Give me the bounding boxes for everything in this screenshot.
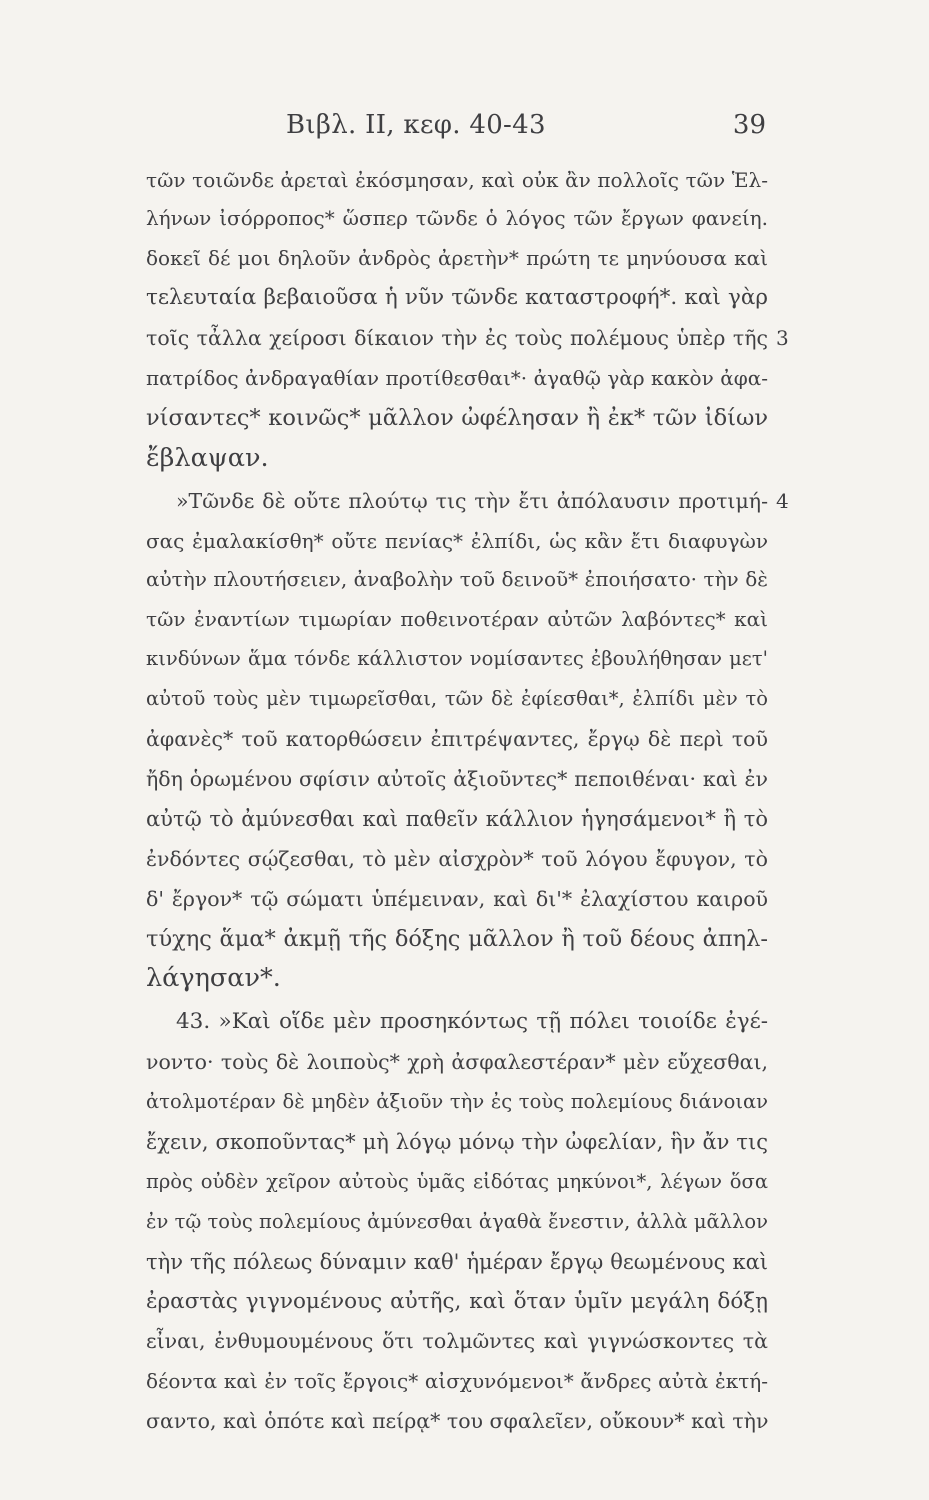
text-line-11: αὐτὴν πλουτήσειεν, ἀναβολὴν τοῦ δεινοῦ* ἐποιήσατο· τὴν δὲ [146, 567, 768, 591]
text-line-22: 43. »Καὶ οἵδε μὲν προσηκόντως τῇ πόλει τοιοίδε ἐγέ- [176, 1009, 768, 1034]
text-line-28: τὴν τῆς πόλεως δύναμιν καθ' ἡμέραν ἔργῳ θεωμένους καὶ [146, 1250, 768, 1274]
text-line-6: πατρίδος ἀνδραγαθίαν προτίθεσθαι*· ἀγαθῷ γὰρ κακὸν ἀφα- [146, 366, 768, 390]
text-line-8: ἔβλαψαν. [146, 443, 269, 473]
text-line-3: δοκεῖ δέ μοι δηλοῦν ἀνδρὸς ἀρετὴν* πρώτη τε μηνύουσα καὶ [146, 246, 768, 270]
text-line-7: νίσαντες* κοινῶς* μᾶλλον ὠφέλησαν ἢ ἐκ* τῶν ἰδίων [146, 405, 768, 431]
text-line-15: ἀφανὲς* τοῦ κατορθώσειν ἐπιτρέψαντες, ἔργῳ δὲ περὶ τοῦ [146, 727, 768, 751]
text-line-20: τύχης ἅμα* ἀκμῇ τῆς δόξης μᾶλλον ἢ τοῦ δέους ἀπηλ- [146, 926, 768, 952]
text-line-14: αὐτοῦ τοὺς μὲν τιμωρεῖσθαι, τῶν δὲ ἐφίεσθαι*, ἐλπίδι μὲν τὸ [146, 687, 768, 710]
text-line-12: τῶν ἐναντίων τιμωρίαν ποθεινοτέραν αὐτῶν λαβόντες* καὶ [146, 607, 768, 631]
text-line-1: τῶν τοιῶνδε ἀρεταὶ ἐκόσμησαν, καὶ οὐκ ἂν πολλοῖς τῶν Ἑλ- [146, 168, 768, 192]
text-line-21: λάγησαν*. [146, 963, 281, 993]
text-line-30: εἶναι, ἐνθυμουμένους ὅτι τολμῶντες καὶ γιγνώσκοντες τὰ [146, 1329, 768, 1353]
text-line-4: τελευταία βεβαιοῦσα ἡ νῦν τῶνδε καταστροφή*. καὶ γὰρ [146, 285, 768, 310]
text-line-9: »Τῶνδε δὲ οὔτε πλούτῳ τις τὴν ἔτι ἀπόλαυσιν προτιμή- [176, 489, 768, 513]
text-line-19: δ' ἔργον* τῷ σώματι ὑπέμειναν, καὶ δι'* ἐλαχίστου καιροῦ [146, 887, 768, 911]
text-line-10: σας ἐμαλακίσθη* οὔτε πενίας* ἐλπίδι, ὡς κἂν ἔτι διαφυγὼν [146, 529, 768, 553]
text-line-13: κινδύνων ἅμα τόνδε κάλλιστον νομίσαντες ἐβουλήθησαν μετ' [146, 647, 768, 670]
text-line-16: ἤδη ὁρωμένου σφίσιν αὐτοῖς ἀξιοῦντες* πεποιθέναι· καὶ ἐν [146, 767, 768, 791]
text-line-18: ἐνδόντες σῴζεσθαι, τὸ μὲν αἰσχρὸν* τοῦ λόγου ἔφυγον, τὸ [146, 847, 768, 871]
text-line-32: σαντο, καὶ ὁπότε καὶ πείρᾳ* του σφαλεῖεν, οὔκουν* καὶ τὴν [146, 1409, 769, 1433]
section-number-4: 4 [776, 489, 789, 513]
text-line-2: λήνων ἰσόρροπος* ὥσπερ τῶνδε ὁ λόγος τῶν ἔργων φανείη. [146, 206, 768, 230]
text-line-26: πρὸς οὐδὲν χεῖρον αὐτοὺς ὑμᾶς εἰδότας μηκύνοι*, λέγων ὅσα [146, 1170, 768, 1193]
text-line-29: ἐραστὰς γιγνομένους αὐτῆς, καὶ ὅταν ὑμῖν μεγάλη δόξῃ [146, 1289, 768, 1314]
text-line-27: ἐν τῷ τοὺς πολεμίους ἀμύνεσθαι ἀγαθὰ ἔνεστιν, ἀλλὰ μᾶλλον [146, 1210, 768, 1233]
text-line-5: τοῖς τἆλλα χείροσι δίκαιον τὴν ἐς τοὺς πολέμους ὑπὲρ τῆς [146, 326, 768, 350]
text-line-17: αὐτῷ τὸ ἀμύνεσθαι καὶ παθεῖν κάλλιον ἡγησάμενοι* ἢ τὸ [146, 807, 768, 831]
text-line-25: ἔχειν, σκοποῦντας* μὴ λόγῳ μόνῳ τὴν ὠφελίαν, ἣν ἄν τις [146, 1130, 768, 1154]
running-header-title: Βιβλ. ΙΙ, κεφ. 40-43 [286, 110, 546, 140]
page-number: 39 [732, 110, 766, 140]
text-line-31: δέοντα καὶ ἐν τοῖς ἔργοις* αἰσχυνόμενοι* ἄνδρες αὐτὰ ἐκτή- [146, 1369, 768, 1393]
text-line-24: ἀτολμοτέραν δὲ μηδὲν ἀξιοῦν τὴν ἐς τοὺς πολεμίους διάνοιαν [146, 1090, 768, 1113]
section-number-3: 3 [776, 326, 789, 350]
text-line-23: νοντο· τοὺς δὲ λοιποὺς* χρὴ ἀσφαλεστέραν* μὲν εὔχεσθαι, [146, 1050, 768, 1074]
